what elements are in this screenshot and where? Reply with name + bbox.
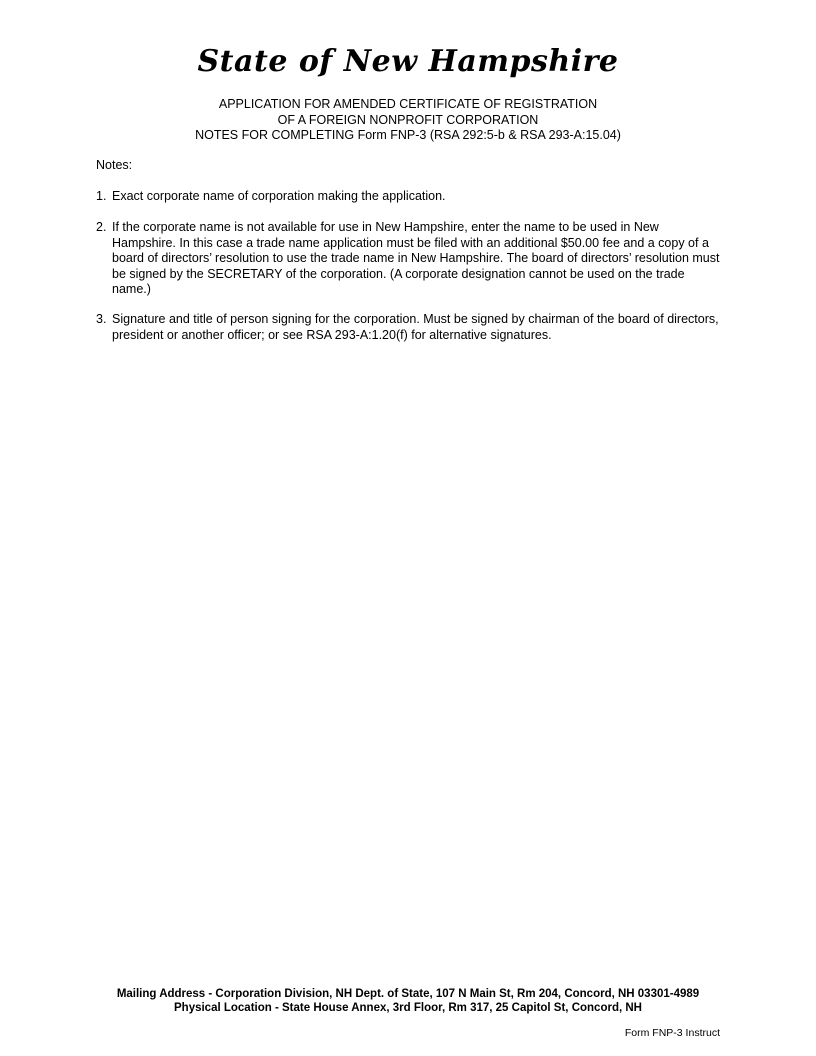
note-text: Exact corporate name of corporation making the application. xyxy=(112,189,446,203)
note-number: 1. xyxy=(96,189,107,203)
mailing-address: Mailing Address - Corporation Division, NH Dept. of State, 107 N Main St, Rm 204, Concord, NH 03301-4989 xyxy=(116,988,700,1000)
note-item xyxy=(96,220,721,298)
note-item xyxy=(96,312,721,343)
heading-line-1: APPLICATION FOR AMENDED CERTIFICATE OF REGISTRATION xyxy=(218,97,598,111)
state-title: State of New Hampshire xyxy=(197,44,619,79)
notes-label: Notes: xyxy=(96,158,133,172)
note-text: If the corporate name is not available for use in New Hampshire, enter the name to be used in New Hampshire. In this case a trade name application must be filed with an additional $50.00 fee and a copy of a board of directors’ resolution to use the trade name in New Hampshire. The board of directors’ resolution must be signed by the SECRETARY of the corporation. (A corporate designation cannot be used on the trade name.) xyxy=(112,220,720,296)
note-text: Signature and title of person signing for the corporation. Must be signed by chairman of the board of directors, president or another officer; or see RSA 293-A:1.20(f) for alternative signatures. xyxy=(112,312,719,342)
note-item xyxy=(96,189,721,205)
form-heading xyxy=(0,97,816,144)
footer-address xyxy=(0,987,816,1015)
heading-line-3: NOTES FOR COMPLETING Form FNP-3 (RSA 292:5-b & RSA 293-A:15.04) xyxy=(195,128,621,142)
note-number: 2. xyxy=(96,220,107,234)
physical-location: Physical Location - State House Annex, 3rd Floor, Rm 317, 25 Capitol St, Concord, NH xyxy=(174,1002,642,1014)
form-code: Form FNP-3 Instruct xyxy=(624,1027,720,1039)
heading-line-2: OF A FOREIGN NONPROFIT CORPORATION xyxy=(277,112,539,127)
note-number: 3. xyxy=(96,312,107,326)
